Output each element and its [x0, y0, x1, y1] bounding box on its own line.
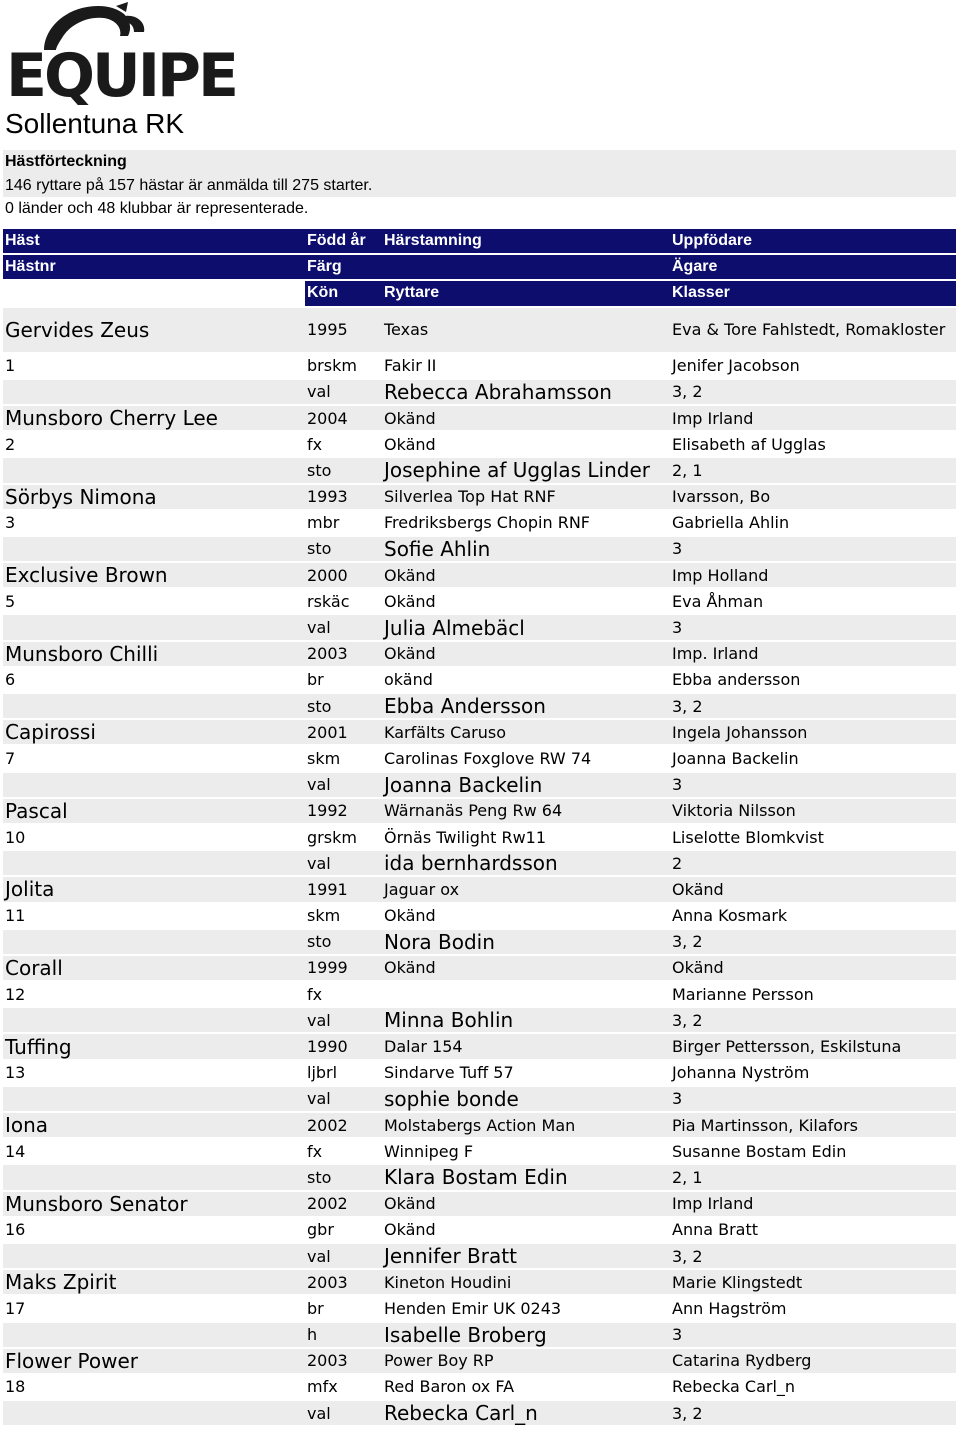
horse-number: 1 [3, 354, 305, 378]
pedigree-dam-sire: Henden Emir UK 0243 [382, 1296, 670, 1320]
horse-row [3, 982, 956, 1006]
horse-sex: sto [305, 930, 382, 954]
horse-row [3, 537, 956, 561]
header-row-1 [3, 229, 956, 253]
pedigree-sire: Wärnanäs Peng Rw 64 [382, 799, 670, 823]
header-cell: Färg [305, 255, 382, 279]
empty-cell [3, 773, 305, 797]
horse-number: 12 [3, 982, 305, 1006]
rider-name: ida bernhardsson [382, 851, 670, 875]
empty-cell [3, 930, 305, 954]
pedigree-dam-sire: Winnipeg F [382, 1139, 670, 1163]
owner: Liselotte Blomkvist [670, 825, 956, 849]
horse-row [3, 642, 956, 666]
pedigree-dam-sire: Okänd [382, 432, 670, 456]
pedigree-dam-sire: Carolinas Foxglove RW 74 [382, 746, 670, 770]
horse-color: rskäc [305, 589, 382, 613]
owner: Anna Kosmark [670, 904, 956, 928]
classes: 2 [670, 851, 956, 875]
horse-name: Munsboro Chilli [3, 642, 305, 666]
classes: 3, 2 [670, 380, 956, 404]
empty-cell [3, 851, 305, 875]
empty-cell [3, 537, 305, 561]
rider-name: Minna Bohlin [382, 1008, 670, 1032]
pedigree-sire: Power Boy RP [382, 1349, 670, 1373]
horse-row [3, 406, 956, 430]
pedigree-sire: Texas [382, 308, 670, 352]
breeder: Imp Holland [670, 563, 956, 587]
horse-name: Corall [3, 956, 305, 980]
horse-row [3, 1139, 956, 1163]
horse-row [3, 668, 956, 692]
rider-name: Klara Bostam Edin [382, 1165, 670, 1189]
header-cell: Ägare [670, 255, 956, 279]
owner: Eva Åhman [670, 589, 956, 613]
horse-number: 14 [3, 1139, 305, 1163]
horse-color: fx [305, 432, 382, 456]
classes: 3 [670, 1087, 956, 1111]
horse-row [3, 1113, 956, 1137]
horse-number: 16 [3, 1218, 305, 1242]
classes: 3, 2 [670, 1008, 956, 1032]
horse-name: Gervides Zeus [3, 308, 305, 352]
classes: 3, 2 [670, 1401, 956, 1425]
rider-name: Rebecca Abrahamsson [382, 380, 670, 404]
header-cell: Härstamning [382, 229, 670, 253]
horse-row [3, 1244, 956, 1268]
classes: 3 [670, 615, 956, 639]
empty-cell [3, 1008, 305, 1032]
horse-row [3, 720, 956, 744]
owner: Anna Bratt [670, 1218, 956, 1242]
breeder: Pia Martinsson, Kilafors [670, 1113, 956, 1137]
horse-color: br [305, 1296, 382, 1320]
empty-cell [3, 1165, 305, 1189]
horse-row [3, 877, 956, 901]
classes: 3, 2 [670, 694, 956, 718]
horse-row [3, 773, 956, 797]
horse-sex: val [305, 851, 382, 875]
horse-sex: sto [305, 537, 382, 561]
owner: Gabriella Ahlin [670, 511, 956, 535]
horse-name: Exclusive Brown [3, 563, 305, 587]
horse-color: br [305, 668, 382, 692]
breeder: Ivarsson, Bo [670, 485, 956, 509]
breeder: Ingela Johansson [670, 720, 956, 744]
horse-name: Munsboro Senator [3, 1192, 305, 1216]
empty-cell [3, 1244, 305, 1268]
horse-name: Tuffing [3, 1034, 305, 1058]
owner: Jenifer Jacobson [670, 354, 956, 378]
horse-row [3, 589, 956, 613]
club-title: Sollentuna RK [5, 108, 185, 139]
horse-number: 3 [3, 511, 305, 535]
empty-cell [3, 1401, 305, 1425]
breeder: Birger Pettersson, Eskilstuna [670, 1034, 956, 1058]
horse-sex: sto [305, 694, 382, 718]
classes: 3 [670, 537, 956, 561]
rider-name: Isabelle Broberg [382, 1323, 670, 1347]
rider-name: Jennifer Bratt [382, 1244, 670, 1268]
pedigree-dam-sire: Okänd [382, 904, 670, 928]
birth-year: 1999 [305, 956, 382, 980]
header-cell [3, 281, 305, 305]
equipe-logo [4, 2, 236, 111]
owner: Joanna Backelin [670, 746, 956, 770]
horse-sex: val [305, 615, 382, 639]
pedigree-sire: Okänd [382, 563, 670, 587]
horse-number: 13 [3, 1061, 305, 1085]
horse-row [3, 485, 956, 509]
header-cell: Hästnr [3, 255, 305, 279]
owner: Ebba andersson [670, 668, 956, 692]
birth-year: 2000 [305, 563, 382, 587]
pedigree-sire: Dalar 154 [382, 1034, 670, 1058]
horse-color: grskm [305, 825, 382, 849]
horse-number: 5 [3, 589, 305, 613]
horse-color: fx [305, 982, 382, 1006]
horse-number: 10 [3, 825, 305, 849]
horse-row [3, 458, 956, 482]
horse-row [3, 380, 956, 404]
pedigree-dam-sire: Okänd [382, 589, 670, 613]
horse-row [3, 930, 956, 954]
pedigree-dam-sire: Red Baron ox FA [382, 1375, 670, 1399]
rider-name: Sofie Ahlin [382, 537, 670, 561]
empty-cell [3, 380, 305, 404]
horse-sex: val [305, 773, 382, 797]
header-cell [382, 255, 670, 279]
rider-name: sophie bonde [382, 1087, 670, 1111]
horse-color: skm [305, 746, 382, 770]
summary-countries: 0 länder och 48 klubbar är representerade. [3, 197, 956, 221]
classes: 3 [670, 1323, 956, 1347]
owner: Susanne Bostam Edin [670, 1139, 956, 1163]
rider-name: Ebba Andersson [382, 694, 670, 718]
horse-sex: val [305, 1401, 382, 1425]
pedigree-sire: Silverlea Top Hat RNF [382, 485, 670, 509]
breeder: Imp Irland [670, 1192, 956, 1216]
empty-cell [3, 1323, 305, 1347]
horse-row [3, 1192, 956, 1216]
section-title: Hästförteckning [3, 150, 956, 174]
horse-name: Maks Zpirit [3, 1270, 305, 1294]
horse-color: fx [305, 1139, 382, 1163]
horse-sex: sto [305, 1165, 382, 1189]
horse-sex: val [305, 1087, 382, 1111]
horse-row [3, 1034, 956, 1058]
horse-number: 6 [3, 668, 305, 692]
pedigree-sire: Karfälts Caruso [382, 720, 670, 744]
horse-number: 11 [3, 904, 305, 928]
pedigree-sire: Kineton Houdini [382, 1270, 670, 1294]
horse-row [3, 956, 956, 980]
logo-text: EQUIPE [6, 41, 236, 111]
horse-row [3, 825, 956, 849]
birth-year: 1991 [305, 877, 382, 901]
birth-year: 2004 [305, 406, 382, 430]
empty-cell [3, 615, 305, 639]
empty-cell [3, 458, 305, 482]
birth-year: 1992 [305, 799, 382, 823]
horse-color: mbr [305, 511, 382, 535]
horse-row [3, 354, 956, 378]
horse-color: gbr [305, 1218, 382, 1242]
horse-row [3, 511, 956, 535]
breeder: Marie Klingstedt [670, 1270, 956, 1294]
birth-year: 2002 [305, 1192, 382, 1216]
horse-row [3, 1270, 956, 1294]
horse-row [3, 1375, 956, 1399]
info-block [3, 150, 956, 221]
horse-sex: val [305, 1008, 382, 1032]
rider-name: Nora Bodin [382, 930, 670, 954]
horse-sex: h [305, 1323, 382, 1347]
horse-number: 7 [3, 746, 305, 770]
pedigree-sire: Okänd [382, 956, 670, 980]
pedigree-dam-sire [382, 982, 670, 1006]
horse-row [3, 1296, 956, 1320]
classes: 3 [670, 773, 956, 797]
horse-name: Munsboro Cherry Lee [3, 406, 305, 430]
classes: 2, 1 [670, 458, 956, 482]
pedigree-sire: Jaguar ox [382, 877, 670, 901]
rider-name: Julia Almebäcl [382, 615, 670, 639]
breeder: Okänd [670, 877, 956, 901]
classes: 2, 1 [670, 1165, 956, 1189]
header-cell: Uppfödare [670, 229, 956, 253]
horse-row [3, 799, 956, 823]
birth-year: 2002 [305, 1113, 382, 1137]
horse-number: 18 [3, 1375, 305, 1399]
horse-color: skm [305, 904, 382, 928]
horse-row [3, 1401, 956, 1425]
horse-row [3, 615, 956, 639]
horse-number: 17 [3, 1296, 305, 1320]
pedigree-dam-sire: okänd [382, 668, 670, 692]
horse-row [3, 1165, 956, 1189]
birth-year: 1993 [305, 485, 382, 509]
header-cell: Häst [3, 229, 305, 253]
birth-year: 2003 [305, 642, 382, 666]
pedigree-dam-sire: Fredriksbergs Chopin RNF [382, 511, 670, 535]
breeder: Imp Irland [670, 406, 956, 430]
pedigree-dam-sire: Sindarve Tuff 57 [382, 1061, 670, 1085]
horse-row [3, 1218, 956, 1242]
horse-row [3, 308, 956, 352]
pedigree-sire: Molstabergs Action Man [382, 1113, 670, 1137]
birth-year: 2003 [305, 1270, 382, 1294]
horse-name: Sörbys Nimona [3, 485, 305, 509]
horse-name: Flower Power [3, 1349, 305, 1373]
header-cell: Ryttare [382, 281, 670, 305]
horse-row [3, 1349, 956, 1373]
horse-number: 2 [3, 432, 305, 456]
horse-color: brskm [305, 354, 382, 378]
classes: 3, 2 [670, 1244, 956, 1268]
horse-row [3, 851, 956, 875]
horse-row [3, 1323, 956, 1347]
horse-row [3, 1008, 956, 1032]
rider-name: Joanna Backelin [382, 773, 670, 797]
horse-color: ljbrl [305, 1061, 382, 1085]
header-cell: Född år [305, 229, 382, 253]
horse-name: Jolita [3, 877, 305, 901]
horse-row [3, 432, 956, 456]
breeder: Catarina Rydberg [670, 1349, 956, 1373]
summary-riders: 146 ryttare på 157 hästar är anmälda till 275 starter. [3, 174, 956, 198]
rider-name: Josephine af Ugglas Linder [382, 458, 670, 482]
pedigree-dam-sire: Örnäs Twilight Rw11 [382, 825, 670, 849]
pedigree-sire: Okänd [382, 1192, 670, 1216]
horse-sex: sto [305, 458, 382, 482]
birth-year: 1990 [305, 1034, 382, 1058]
horse-row [3, 746, 956, 770]
pedigree-dam-sire: Okänd [382, 1218, 670, 1242]
birth-year: 1995 [305, 308, 382, 352]
pedigree-sire: Okänd [382, 406, 670, 430]
horse-row [3, 694, 956, 718]
horse-table [3, 227, 956, 1427]
pedigree-dam-sire: Fakir II [382, 354, 670, 378]
empty-cell [3, 694, 305, 718]
horse-name: Iona [3, 1113, 305, 1137]
birth-year: 2003 [305, 1349, 382, 1373]
horse-color: mfx [305, 1375, 382, 1399]
horse-row [3, 1061, 956, 1085]
horse-name: Pascal [3, 799, 305, 823]
horse-sex: val [305, 1244, 382, 1268]
header-row-2 [3, 255, 956, 279]
horse-row [3, 1087, 956, 1111]
horse-row [3, 904, 956, 928]
owner: Elisabeth af Ugglas [670, 432, 956, 456]
rider-name: Rebecka Carl_n [382, 1401, 670, 1425]
owner: Rebecka Carl_n [670, 1375, 956, 1399]
breeder: Imp. Irland [670, 642, 956, 666]
owner: Marianne Persson [670, 982, 956, 1006]
header-cell: Klasser [670, 281, 956, 305]
breeder: Viktoria Nilsson [670, 799, 956, 823]
breeder: Okänd [670, 956, 956, 980]
classes: 3, 2 [670, 930, 956, 954]
horse-row [3, 563, 956, 587]
header-cell: Kön [305, 281, 382, 305]
breeder: Eva & Tore Fahlstedt, Romakloster [670, 308, 956, 352]
pedigree-sire: Okänd [382, 642, 670, 666]
horse-name: Capirossi [3, 720, 305, 744]
birth-year: 2001 [305, 720, 382, 744]
empty-cell [3, 1087, 305, 1111]
owner: Johanna Nyström [670, 1061, 956, 1085]
header-row-3 [3, 281, 956, 305]
owner: Ann Hagström [670, 1296, 956, 1320]
horse-sex: val [305, 380, 382, 404]
